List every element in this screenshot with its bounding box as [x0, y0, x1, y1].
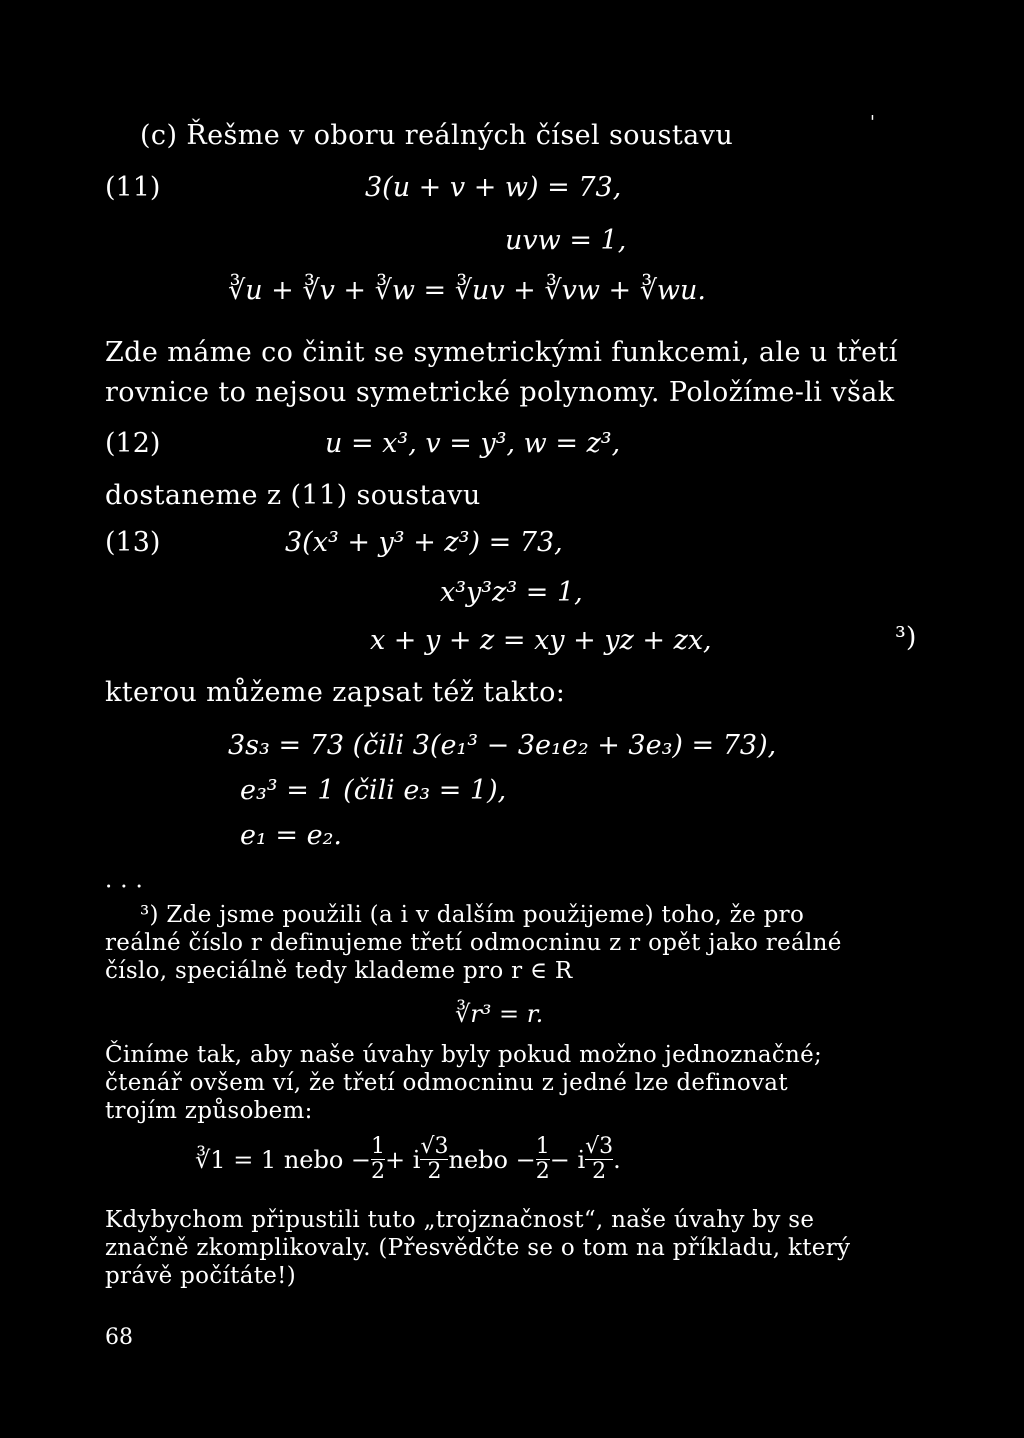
formula-part: nebo −	[448, 1145, 536, 1174]
equation-13-line2: x³y³z³ = 1,	[440, 577, 583, 608]
footnote-line: reálné číslo r definujeme třetí odmocninu z r opět jako reálné	[105, 930, 842, 956]
footnote-line: trojím způsobem:	[105, 1098, 313, 1124]
equation-11-line3: ∛u + ∛v + ∛w = ∛uv + ∛vw + ∛wu.	[228, 275, 707, 306]
footnote-reference: ³)	[895, 622, 917, 653]
equation-label-11: (11)	[105, 172, 161, 203]
paragraph-line: Zde máme co činit se symetrickými funkcemi, ale u třetí	[105, 337, 898, 368]
page-number: 68	[105, 1325, 133, 1350]
footnote-line: značně zkomplikovaly. (Přesvědčte se o tom na příkladu, který	[105, 1235, 851, 1261]
fraction	[536, 1135, 550, 1184]
equation-11-line1: 3(u + v + w) = 73,	[365, 172, 622, 203]
equation-label-13: (13)	[105, 527, 161, 558]
fraction	[371, 1135, 385, 1184]
paragraph-line: rovnice to nejsou symetrické polynomy. Položíme-li však	[105, 377, 895, 408]
footnote-formula-roots-of-unity	[195, 1135, 621, 1184]
equation-14-line3: e₁ = e₂.	[240, 820, 342, 851]
equation-11-line2: uvw = 1,	[505, 225, 627, 256]
equation-13-line3: x + y + z = xy + yz + zx,	[370, 625, 712, 656]
footnote-line: Činíme tak, aby naše úvahy byly pokud možno jednoznačné;	[105, 1042, 823, 1068]
footnote-line: čtenář ovšem ví, že třetí odmocninu z jedné lze definovat	[105, 1070, 788, 1096]
margin-mark: '	[870, 112, 875, 133]
footnote-line: právě počítáte!)	[105, 1263, 296, 1289]
equation-14-line2: e₃³ = 1 (čili e₃ = 1),	[240, 775, 507, 806]
problem-heading: (c) Řešme v oboru reálných čísel soustavu	[140, 120, 734, 151]
footnote-line: Kdybychom připustili tuto „trojznačnost“, naše úvahy by se	[105, 1207, 815, 1233]
paragraph-line: kterou můžeme zapsat též takto:	[105, 677, 566, 708]
footnote-line: ³) Zde jsme použili (a i v dalším použijeme) toho, že pro	[140, 902, 805, 928]
footnote-formula-cube-root: ∛r³ = r.	[455, 1000, 544, 1028]
formula-part: + i	[385, 1145, 421, 1174]
footnote-separator: · · ·	[105, 874, 144, 900]
fraction-numerator: √3	[585, 1134, 614, 1159]
equation-12: u = x³, v = y³, w = z³,	[325, 428, 621, 459]
fraction-numerator: 1	[371, 1134, 386, 1159]
fraction-denominator: 2	[585, 1159, 613, 1184]
equation-label-12: (12)	[105, 428, 161, 459]
equation-14-line1: 3s₃ = 73 (čili 3(e₁³ − 3e₁e₂ + 3e₃) = 73),	[228, 730, 777, 761]
fraction-denominator: 2	[371, 1159, 386, 1184]
footnote-line: číslo, speciálně tedy klademe pro r ∈ R	[105, 958, 573, 984]
fraction-numerator: √3	[420, 1134, 449, 1159]
fraction	[420, 1135, 448, 1184]
paragraph-line: dostaneme z (11) soustavu	[105, 480, 481, 511]
fraction-denominator: 2	[535, 1159, 550, 1184]
fraction-numerator: 1	[535, 1134, 550, 1159]
formula-part: − i	[549, 1145, 586, 1174]
fraction-denominator: 2	[420, 1159, 448, 1184]
formula-part: .	[613, 1145, 621, 1174]
fraction	[585, 1135, 613, 1184]
formula-part: ∛1 = 1 nebo −	[195, 1145, 372, 1174]
equation-13-line1: 3(x³ + y³ + z³) = 73,	[285, 527, 563, 558]
